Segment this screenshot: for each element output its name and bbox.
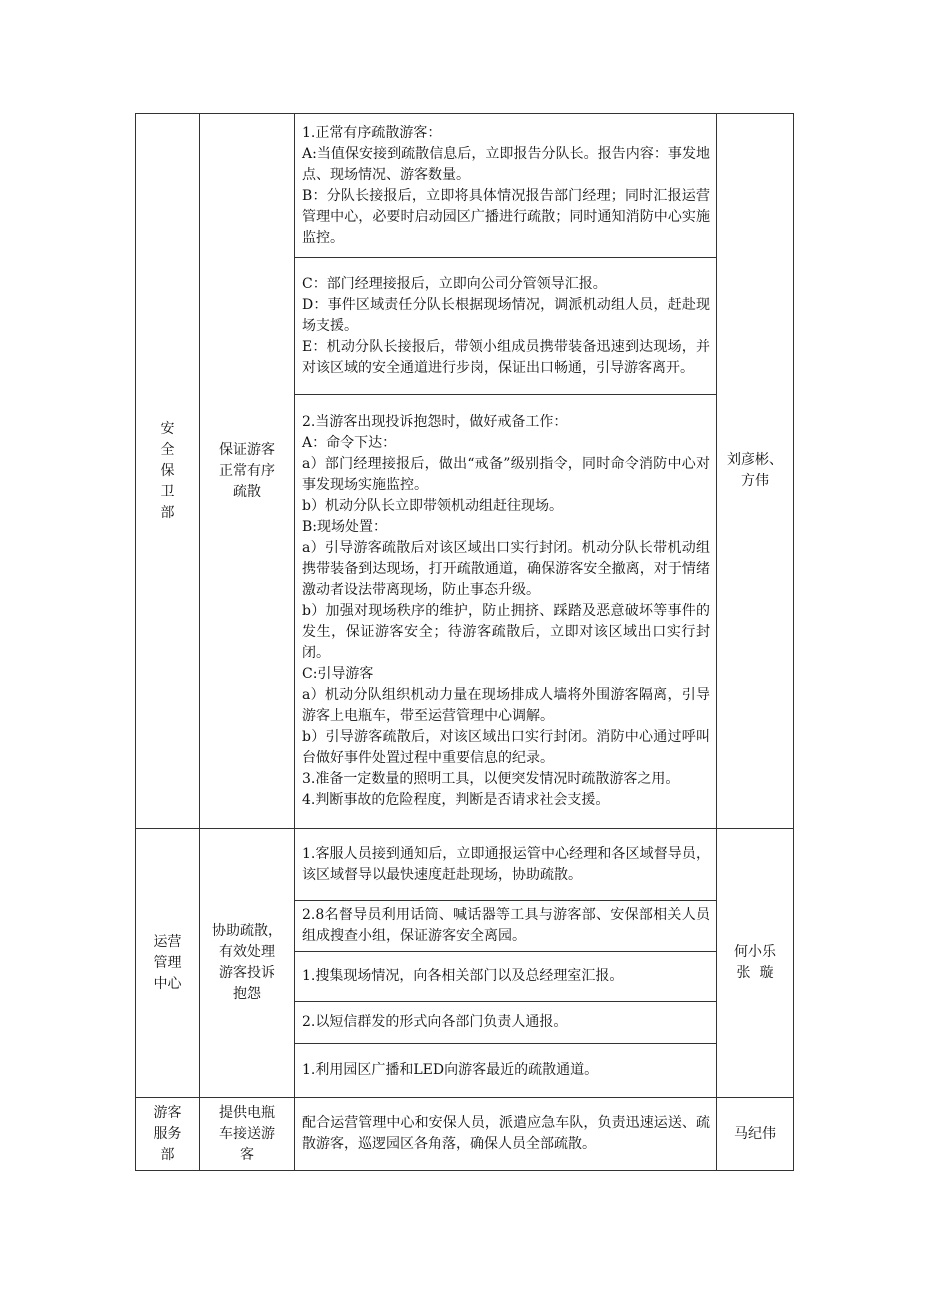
content-line: 1.搜集现场情况，向各相关部门以及总经理室汇报。 xyxy=(302,968,624,984)
content-cell xyxy=(295,395,717,829)
content-line: B：分队长接报后，立即将具体情况报告部门经理；同时汇报运营管理中心，必要时启动园区广播进行疏散；同时通知消防中心实施监控。 xyxy=(302,187,710,246)
content-line: b）引导游客疏散后，对该区域出口实行封闭。消防中心通过呼叫台做好事件处置过程中重要信息的纪录。 xyxy=(302,729,710,766)
table-row xyxy=(136,829,794,901)
content-line: b）加强对现场秩序的维护，防止拥挤、踩踏及恶意破坏等事件的发生，保证游客安全；待游客疏散后，立即对该区域出口实行封闭。 xyxy=(302,603,710,661)
department-cell: 游客 服务 部 xyxy=(136,1098,200,1171)
emergency-responsibility-table xyxy=(135,113,794,1171)
content-cell xyxy=(295,1098,717,1171)
department-cell: 安 全 保 卫 部 xyxy=(136,114,200,829)
content-cell xyxy=(295,829,717,901)
content-line: a）部门经理接报后，做出“戒备”级别指令，同时命令消防中心对事发现场实施监控。 xyxy=(302,456,710,493)
content-cell xyxy=(295,1002,717,1044)
owner-cell: 马纪伟 xyxy=(717,1098,794,1171)
task-cell: 提供电瓶 车接送游 客 xyxy=(200,1098,295,1171)
content-cell xyxy=(295,952,717,1002)
owner-cell: 刘彦彬、 方伟 xyxy=(717,114,794,829)
content-cell xyxy=(295,1044,717,1098)
task-cell: 保证游客 正常有序 疏散 xyxy=(200,114,295,829)
owner-cell: 何小乐 张 璇 xyxy=(717,829,794,1098)
department-cell: 运营 管理 中心 xyxy=(136,829,200,1098)
content-cell xyxy=(295,901,717,952)
content-line: 4.判断事故的危险程度，判断是否请求社会支援。 xyxy=(302,792,610,808)
content-line: 2.8名督导员利用话筒、喊话器等工具与游客部、安保部相关人员组成搜查小组，保证游客安全离园。 xyxy=(302,907,710,944)
task-cell: 协助疏散， 有效处理 游客投诉 抱怨 xyxy=(200,829,295,1098)
content-line: 配合运营管理中心和安保人员，派遣应急车队，负责迅速运送、疏散游客，巡逻园区各角落，确保人员全部疏散。 xyxy=(302,1115,710,1152)
table-row xyxy=(136,1098,794,1171)
content-line: D：事件区域责任分队长根据现场情况，调派机动组人员，赶赴现场支援。 xyxy=(302,296,710,334)
content-line: b）机动分队长立即带领机动组赶往现场。 xyxy=(302,498,563,514)
content-line: 2.以短信群发的形式向各部门负责人通报。 xyxy=(302,1014,568,1030)
content-line: A：命令下达： xyxy=(302,435,397,451)
content-line: 1.客服人员接到通知后，立即通报运管中心经理和各区域督导员，该区域督导以最快速度赶赴现场，协助疏散。 xyxy=(302,845,710,883)
table-row xyxy=(136,114,794,258)
content-line: E：机动分队长接报后，带领小组成员携带装备迅速到达现场，并对该区域的安全通道进行步岗，保证出口畅通，引导游客离开。 xyxy=(302,338,710,376)
content-line: 1.正常有序疏散游客： xyxy=(302,124,442,141)
content-line: 1.利用园区广播和LED向游客最近的疏散通道。 xyxy=(302,1062,599,1078)
content-line: C:引导游客 xyxy=(302,666,374,682)
content-line: C：部门经理接报后，立即向公司分管领导汇报。 xyxy=(302,275,607,292)
content-line: 3.准备一定数量的照明工具，以便突发情况时疏散游客之用。 xyxy=(302,771,680,787)
content-cell xyxy=(295,114,717,258)
content-line: B:现场处置： xyxy=(302,519,388,535)
content-line: a）引导游客疏散后对该区域出口实行封闭。机动分队长带机动组携带装备到达现场，打开疏散通道，确保游客安全撤离，对于情绪激动者设法带离现场，防止事态升级。 xyxy=(302,540,710,598)
content-cell xyxy=(295,258,717,395)
content-line: a）机动分队组织机动力量在现场排成人墙将外围游客隔离，引导游客上电瓶车，带至运营管理中心调解。 xyxy=(302,687,710,724)
content-line: 2.当游客出现投诉抱怨时，做好戒备工作： xyxy=(302,414,568,430)
content-line: A:当值保安接到疏散信息后，立即报告分队长。报告内容：事发地点、现场情况、游客数量。 xyxy=(302,145,710,183)
